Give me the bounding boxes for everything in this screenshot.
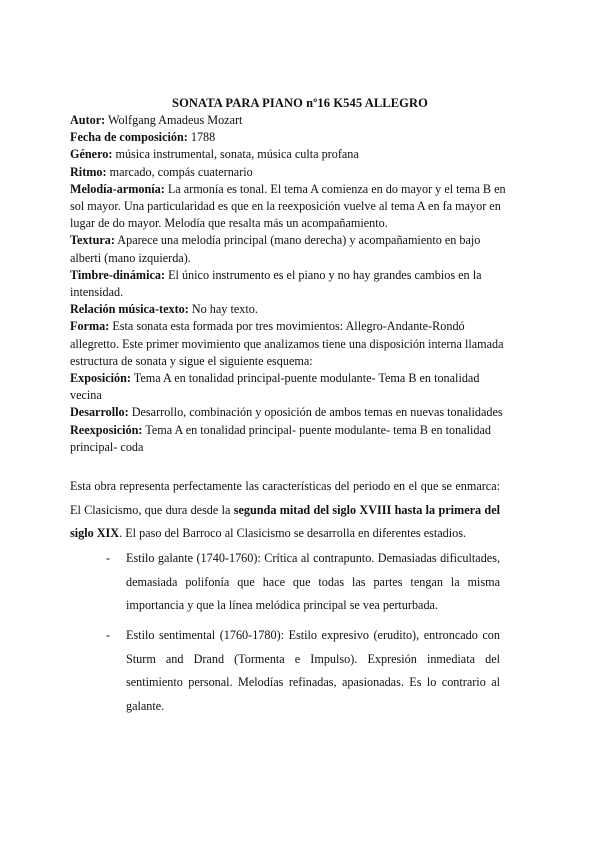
analysis-fields — [70, 112, 510, 456]
list-item-body — [70, 547, 500, 618]
field-timbre-dinamica — [70, 267, 510, 301]
field-textura — [70, 232, 510, 266]
field-label: Desarrollo: — [70, 405, 129, 420]
list-item — [70, 624, 500, 718]
field-label: Relación música-texto: — [70, 302, 189, 317]
field-fecha — [70, 129, 510, 146]
field-autor — [70, 112, 510, 129]
field-value: Esta sonata esta formada por tres movimientos: Allegro-Andante-Rondó allegretto. Este primer movimiento que analizamos tiene una disposición interna llamada estructura de sonata y sigue el siguiente esquema: — [70, 319, 504, 368]
field-value: 1788 — [187, 130, 216, 145]
field-label: Textura: — [70, 233, 115, 248]
field-value: música instrumental, sonata, música culta profana — [112, 147, 359, 162]
field-label: Forma: — [70, 319, 110, 334]
field-label: Reexposición: — [70, 422, 143, 437]
field-relacion-musica-texto — [70, 301, 510, 318]
intro-before: Esta obra representa perfectamente las características del periodo en el que se enmarca: El Clasicismo, que dura desde la — [70, 479, 500, 517]
field-value: Wolfgang Amadeus Mozart — [105, 113, 243, 127]
list-marker: - — [106, 628, 111, 642]
list-item-text: Estilo sentimental (1760-1780): Estilo expresivo (erudito), entroncado con Sturm and Drand (Tormenta e Impulso). Expresión inmediata del sentimiento personal. Melodías refinadas, apasionadas. Es lo contrario al galante. — [126, 628, 500, 713]
intro-text — [70, 475, 500, 546]
intro-paragraph — [70, 475, 500, 546]
field-label: Ritmo: — [70, 164, 107, 179]
field-value: Aparece una melodía principal (mano derecha) y acompañamiento en bajo alberti (mano izquierda). — [70, 233, 481, 265]
field-label: Género: — [70, 147, 113, 162]
field-label: Exposición: — [70, 371, 131, 386]
field-ritmo — [70, 164, 510, 181]
field-label: Timbre-dinámica: — [70, 267, 166, 282]
field-reexposicion — [70, 422, 510, 456]
field-value: Tema A en tonalidad principal-puente modulante- Tema B en tonalidad vecina — [70, 371, 480, 403]
list-item-body — [70, 624, 500, 718]
field-value: La armonía es tonal. El tema A comienza en do mayor y el tema B en sol mayor. Una particularidad es que en la reexposición vuelve al tema A en fa mayor en lugar de do mayor. Melodía que resalta más un acompañamiento. — [70, 181, 506, 231]
field-melodia-armonia — [70, 181, 510, 233]
field-label: Autor: — [70, 113, 106, 127]
field-exposicion — [70, 370, 510, 404]
field-value: El único instrumento es el piano y no hay grandes cambios en la intensidad. — [70, 267, 482, 300]
list-item — [70, 547, 500, 618]
intro-after: . El paso del Barroco al Clasicismo se desarrolla en diferentes estadios. — [119, 526, 467, 540]
field-value: No hay texto. — [188, 302, 258, 317]
field-forma — [70, 318, 510, 370]
field-desarrollo — [70, 404, 510, 421]
field-value: marcado, compás cuaternario — [106, 164, 253, 179]
field-label: Fecha de composición: — [70, 130, 188, 145]
field-genero — [70, 146, 510, 163]
field-label: Melodía-armonía: — [70, 181, 165, 196]
intro-bold: segunda mitad del siglo XVIII hasta la primera del siglo XIX — [70, 502, 500, 540]
field-value: Desarrollo, combinación y oposición de ambos temas en nuevas tonalidades — [128, 405, 503, 420]
list-marker: - — [106, 551, 111, 565]
document-title: SONATA PARA PIANO nº16 K545 ALLEGRO — [172, 96, 428, 110]
list-item-text: Estilo galante (1740-1760): Crítica al contrapunto. Demasiadas dificultades, demasiada polifonía que hace que todas las partes tengan la misma importancia y que la línea melódica principal se vea perturbada. — [126, 551, 500, 612]
field-value: Tema A en tonalidad principal- puente modulante- tema B en tonalidad principal- coda — [70, 422, 491, 454]
